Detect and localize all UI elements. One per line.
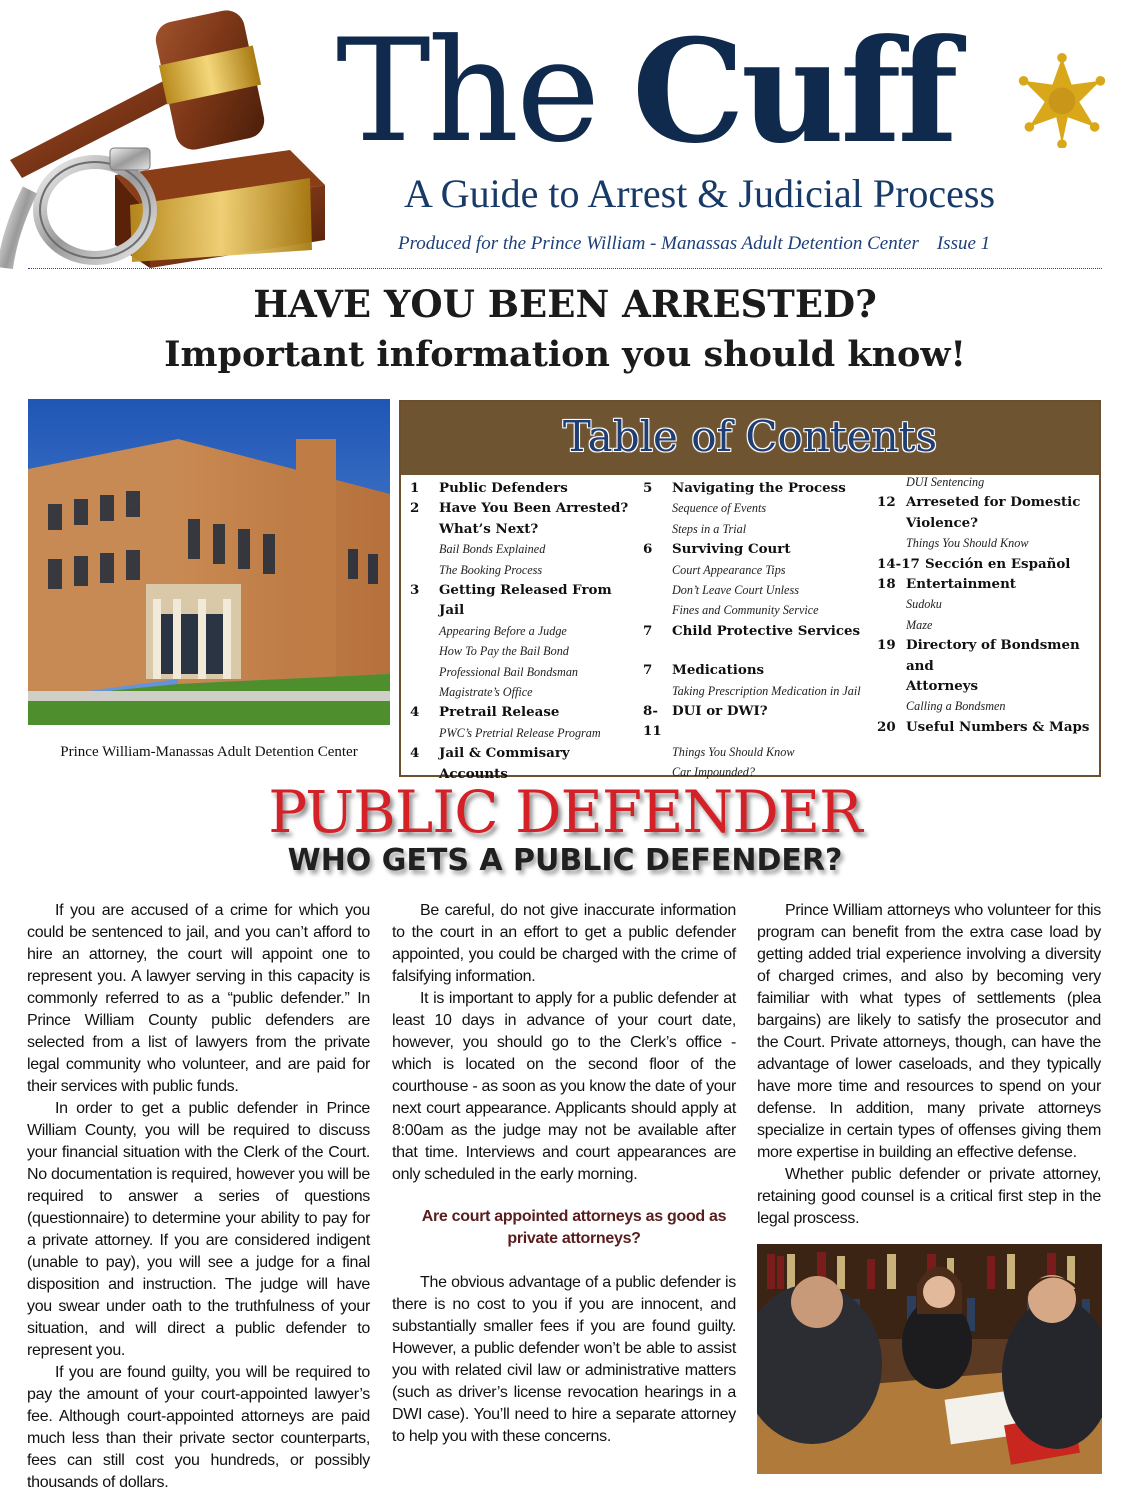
sheriff-star-icon (1014, 52, 1110, 148)
toc-subentry[interactable]: PWC’s Pretrial Release Program (439, 725, 601, 740)
article-paragraph: Be careful, do not give inaccurate information to the court in an effort to get a public defender appointed, you could be charged with the crime of falsifying information. (392, 902, 736, 985)
toc-subentry[interactable]: Court Appearance Tips (672, 562, 786, 577)
toc-entry[interactable]: 6 Surviving Court (643, 541, 791, 558)
article-paragraph: If you are accused of a crime for which you could be sentenced to jail, and you can’t afford to hire an attorney, the court will appoint one to represent you. A lawyer serving in this capacity is commonly referred to as a “public defender.” In Prince William County public defenders are selected from a list of lawyers from the private legal community who volunteer, and are paid for their services with public funds. (27, 902, 370, 1095)
toc-subentry[interactable]: Sequence of Events (672, 501, 767, 516)
toc-entry[interactable]: 1 Public Defenders (410, 480, 568, 496)
toc-subentry[interactable]: Taking Prescription Medication in Jail (672, 683, 861, 698)
detention-center-photo (28, 399, 390, 725)
page-headline: HAVE YOU BEEN ARRESTED? (253, 282, 877, 326)
toc-subentry[interactable]: Things You Should Know (672, 744, 795, 759)
toc-entry[interactable]: 7 Medications (643, 662, 765, 679)
toc-entry[interactable]: 19 Directory of Bondsmen and (877, 637, 1080, 674)
article-paragraph: Prince William attorneys who volunteer for this program can benefit from the extra case load by getting added trial experience involving a diversity of charged crimes, and also by becoming very faimiliar with what types of settlements (plea bargains) are likely to satisfy the prosecutor and the Court. Private attorneys, though, can have the advantage of lower caseloads, and they typically have more time and resources to spend on your defense. In addition, many private attorneys specialize in certain types of offenses giving them more expertise in building an effective defense. (757, 902, 1101, 1161)
toc-column-1 (410, 478, 640, 784)
toc-subentry[interactable]: Bail Bonds Explained (439, 542, 546, 557)
toc-entry[interactable]: What’s Next? (439, 520, 539, 537)
toc-subentry[interactable]: DUI Sentencing (906, 475, 985, 489)
article-column-3 (757, 900, 1101, 1230)
toc-column-3 (877, 475, 1099, 737)
masthead-subtitle: A Guide to Arrest & Judicial Process (404, 171, 996, 216)
toc-subentry[interactable]: How To Pay the Bail Bond (439, 644, 569, 659)
toc-subentry[interactable]: Appearing Before a Judge (439, 623, 567, 638)
article-column-1 (27, 900, 370, 1494)
qa-heading: Are court appointed attorneys as good as private attorneys? (421, 1208, 727, 1247)
toc-title: Table of Contents (562, 412, 938, 461)
toc-entry[interactable]: 14-17 Sección en Español (877, 555, 1071, 572)
toc-subentry[interactable]: Car Impounded? (672, 765, 755, 780)
toc-entry[interactable]: 7 Child Protective Services (643, 622, 861, 639)
toc-subentry[interactable]: The Booking Process (439, 562, 543, 577)
gavel-handcuffs-illustration (0, 0, 330, 270)
toc-entry[interactable]: 2 Have You Been Arrested? (410, 500, 629, 517)
toc-subentry[interactable]: Fines and Community Service (672, 603, 819, 618)
toc-subentry[interactable]: Sudoku (906, 597, 942, 612)
article-paragraph: Whether public defender or private attorney, retaining good counsel is a critical first step in the legal proscess. (757, 1166, 1101, 1227)
toc-subentry[interactable]: Maze (906, 617, 933, 632)
produced-for-line (398, 233, 990, 255)
gavel-icon (10, 7, 325, 268)
article-paragraph: The obvious advantage of a public defender is there is no cost to you if you are innocent, and substantially smaller fees if you are found guilty. However, a public defender won’t be able to assist you with related civil law or administrative matters (such as driver’s license revocation hearings in a DWI case). You’ll need to hire a separate attorney to help you with these concerns. (392, 1274, 736, 1445)
toc-entry[interactable]: 18 Entertainment (877, 576, 1016, 593)
toc-entry[interactable]: Violence? (906, 514, 979, 531)
article-column-2 (392, 878, 736, 1448)
toc-subentry[interactable]: Things You Should Know (906, 536, 1029, 551)
issue-number: Issue 1 (936, 233, 991, 254)
produced-for-text: Produced for the Prince William - Manassas Adult Detention Center (398, 233, 919, 254)
toc-entry[interactable]: 3 Getting Released From Jail (410, 582, 612, 619)
masthead-title (336, 9, 1026, 175)
toc-column-2 (643, 478, 868, 783)
section-title: PUBLIC DEFENDER (268, 778, 862, 846)
toc-entry[interactable]: 12 Arreseted for Domestic (877, 494, 1081, 511)
toc-entry[interactable]: 5 Navigating the Process (643, 480, 846, 496)
article-paragraph: In order to get a public defender in Prince William County, you will be required to discuss your financial situation with the Clerk of the Court. No documentation is required, however you will be required to answer a series of questions (questionnaire) to determine your ability to pay for a private attorney. If you are considered indigent (unable to pay), you will see a judge for a final disposition and instruction. The judge will have you swear under oath to the truthfulness of your situation, and will direct a public defender to represent you. (27, 1100, 370, 1359)
toc-entry[interactable]: 20 Useful Numbers & Maps (877, 718, 1090, 735)
masthead-title-the: The (336, 9, 598, 174)
table-of-contents (399, 400, 1101, 782)
toc-subentry[interactable]: Magistrate’s Office (439, 685, 533, 700)
article-paragraph: If you are found guilty, you will be required to pay the amount of your court-appointed lawyer’s fee. Although court-appointed attorneys are paid much less than their private sector counterparts, fees can still cost you hundreds, or possibly thousands of dollars. (27, 1364, 370, 1491)
building-photo-caption: Prince William-Manassas Adult Detention Center (60, 744, 358, 760)
toc-entry[interactable]: 8-11 DUI or DWI? (643, 703, 768, 740)
toc-subentry[interactable]: Calling a Bondsmen (906, 699, 1006, 714)
toc-subentry[interactable]: Don’t Leave Court Unless (672, 583, 799, 598)
toc-entry[interactable]: 4 Pretrail Release (410, 704, 560, 721)
toc-header (401, 402, 1099, 475)
toc-entry[interactable]: 4 Jail & Commisary Accounts (410, 745, 570, 782)
masthead-divider (28, 268, 1102, 269)
toc-gap (643, 641, 868, 660)
article-paragraph: It is important to apply for a public defender at least 10 days in advance of your court date, however, you should go to the Clerk’s office - which is located on the second floor of the courthouse - as soon as you know the date of your next court appearance. Applicants should apply at 8:00am as the judge may not be available after that time. Interviews and court appearances are only scheduled in the early morning. (392, 990, 736, 1183)
toc-entry[interactable]: Attorneys (906, 678, 979, 695)
attorney-meeting-photo (757, 1244, 1102, 1474)
toc-subentry[interactable]: Steps in a Trial (672, 521, 747, 536)
toc-subentry[interactable]: Professional Bail Bondsman (439, 664, 579, 679)
section-subtitle: WHO GETS A PUBLIC DEFENDER? (287, 843, 843, 878)
page-subheadline: Important information you should know! (164, 334, 966, 375)
masthead-title-cuff: Cuff (632, 9, 955, 175)
